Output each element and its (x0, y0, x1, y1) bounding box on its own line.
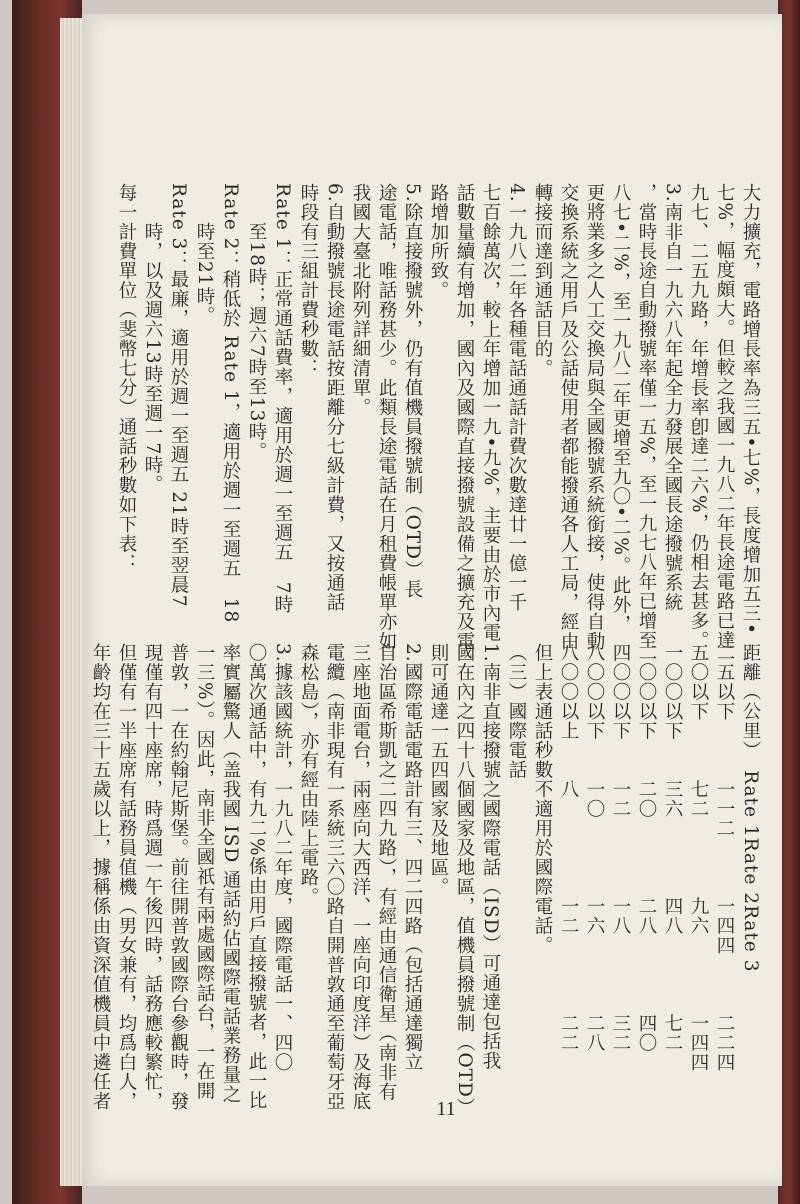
text-line: 時，以及週六13時至週一7時。 (142, 183, 163, 495)
text-line: 交換系統之用戶及公話使用者都能撥通各人工局，經由 (558, 183, 579, 651)
text-line: 電纜（南非現有一系統三六〇路自開普敦通至葡萄牙亞 (324, 643, 345, 1111)
text-line: 更將業多之人工交換局與全國撥號系統銜接，使得自動 (584, 183, 605, 651)
text-line: 〇萬次通話中，有九二%係由用戶直接撥號者，此一比 (246, 643, 267, 1111)
table-row: 二五以下 一一二 一四四 二二四 (714, 643, 735, 1131)
text-line: 但僅有一半座席有話務員值機（男女兼有，均爲白人， (116, 643, 137, 1111)
text-line: 七%，幅度頗大。但較之我國一九八二年長途電路已達 (714, 183, 735, 651)
text-line: Rate 1：正常通話費率，適用於週一至週五 7時 (272, 183, 293, 615)
text-line: 4.一九八二年各種電話通話計費次數達廿一億一千 (506, 183, 527, 613)
upper-text-block (113, 183, 763, 651)
text-line: 九七、二五九路，年增長率卽達二六%，仍相去甚多。 (688, 183, 709, 651)
text-line: 普敦，一在約翰尼斯堡。前往開普敦國際台參觀時，發 (168, 643, 189, 1111)
text-line: 八七•二%，至一九八二年更增至九〇•二%。此外， (610, 183, 631, 634)
text-line: Rate 2：稍低於 Rate 1，適用於週一至週五 18 (220, 183, 241, 624)
table-row: 四〇〇以下 一二 一八 三二 (610, 643, 631, 1131)
text-line: 話數量續有增加，國內及國際直接撥號設備之擴充及電 (454, 183, 475, 651)
text-line: 2.國際電話電路計有三、四二四路（包括通達獨立 (402, 643, 423, 1073)
text-line: 一三%）。因此，南非全國祇有兩處國際話台，一在開 (194, 643, 215, 1101)
text-line: 年齡均在三十五歲以上，據稱係由資深值機員中遴任者 (90, 643, 111, 1111)
text-line: 時段有三組計費秒數： (298, 183, 319, 378)
text-line: 國在內之四十八個國家及地區，值機員撥號制（OTD） (454, 643, 475, 1118)
text-line: 5.除直接撥號外，仍有值機員撥號制（OTD）長 (402, 183, 423, 599)
page-number: 11 (436, 1098, 456, 1120)
text-line: 率實屬驚人（盖我國 ISD 通話約佔國際電話業務量之 (220, 643, 241, 1105)
table-header-line: 距離（公里） Rate 1Rate 2Rate 3 (740, 643, 761, 973)
text-line: 則可通達一五四國家及地區。 (428, 643, 449, 897)
text-line: 1.南非直接撥號之國際電話（ISD）可通達包括我 (480, 643, 501, 1071)
text-line: 轉接而達到通話目的。 (532, 183, 553, 378)
text-line: （三）國際電話 (506, 643, 527, 780)
table-row: 八〇〇以下 一〇 一六 二八 (584, 643, 605, 1131)
text-line: 至18時；週六7時至13時。 (246, 183, 267, 462)
text-line: 我國大臺北附列詳細清單。 (350, 183, 371, 417)
table-row: 八〇〇以上 八 一二 二二 (558, 643, 579, 1131)
text-line: 3.據該國統計，一九八二年度，國際電話一、四〇 (272, 643, 293, 1073)
text-line: ，當時長途自動撥號率僅一五%，至一九七八年已增至 (636, 183, 657, 651)
table-row: 二〇〇以下 二〇 二八 四〇 (636, 643, 657, 1131)
text-line: 時至21時。 (194, 183, 215, 326)
text-line: Rate 3：最廉，適用於週一至週五 21時至翌晨7 (168, 183, 189, 608)
text-line: 途電話，唯話務甚少。此類長途電話在月租費帳單亦如 (376, 183, 397, 651)
text-line: 森松島），亦有經由陸上電路。 (298, 643, 319, 907)
text-line: 每一計費單位（斐幣七分）通話秒數如下表： (116, 183, 137, 573)
table-row: 五〇以下 七二 九六 一四四 (688, 643, 709, 1131)
text-line: 三座地面電台，兩座向大西洋、一座向印度洋）及海底 (350, 643, 371, 1111)
text-line: 七百餘萬次，較上年增加一九•九%，主要由於市內電 (480, 183, 501, 643)
text-line: 6.自動撥號長途電話按距離分七級計費，又按通話 (324, 183, 345, 613)
text-line: 自治區希斯凱之二四九路），有經由通信衛星（南非有 (376, 643, 397, 1102)
text-line: 路增加所致。 (428, 183, 449, 300)
text-line: 現僅有四十座席，時爲週一午後四時，話務應較繁忙， (142, 643, 163, 1111)
table-note: 但上表通話秒數不適用於國際電話。 (532, 643, 553, 955)
text-line: 3.南非自一九六八年起全力發展全國長途撥號系統 (662, 183, 683, 613)
text-line: 大力擴充，電路增長率為三五•七%，長度增加五三• (740, 183, 761, 635)
table-row: 一〇〇以下 三六 四八 七二 (662, 643, 683, 1131)
